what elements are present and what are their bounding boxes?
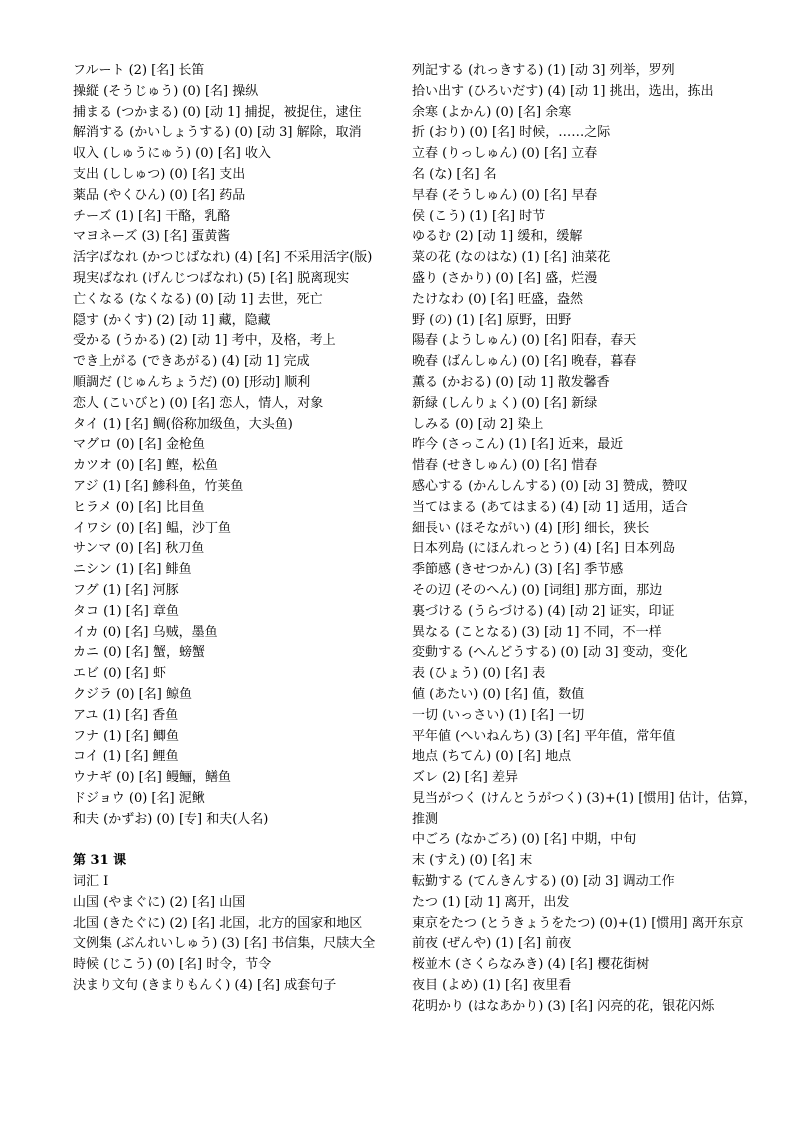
vocab-entry: しみる (0) [动 2] 染上: [412, 416, 544, 432]
vocab-entry: マヨネーズ (3) [名] 蛋黄酱: [73, 229, 231, 245]
vocab-entry: 支出 (ししゅつ) (0) [名] 支出: [73, 166, 246, 182]
vocab-entry: 侯 (こう) (1) [名] 时节: [412, 208, 546, 224]
vocab-entry: 決まり文句 (きまりもんく) (4) [名] 成套句子: [73, 978, 337, 994]
vocab-entry: 捕まる (つかまる) (0) [动 1] 捕捉，被捉住，逮住: [73, 104, 362, 120]
vocab-entry: 陽春 (ようしゅん) (0) [名] 阳春，春天: [412, 333, 637, 349]
vocab-entry: 夜目 (よめ) (1) [名] 夜里看: [412, 978, 572, 994]
vocab-entry: 値 (あたい) (0) [名] 值，数值: [412, 686, 585, 702]
vocab-entry: 折 (おり) (0) [名] 时候，……之际: [412, 125, 611, 141]
vocab-entry: 当てはまる (あてはまる) (4) [动 1] 适用，适合: [412, 499, 688, 515]
vocab-entry: 山国 (やまぐに) (2) [名] 山国: [73, 894, 246, 910]
left-column: [73, 61, 385, 997]
vocab-entry: 一切 (いっさい) (1) [名] 一切: [412, 707, 585, 723]
vocab-entry: イカ (0) [名] 乌贼，墨鱼: [73, 624, 218, 640]
vocab-entry: ドジョウ (0) [名] 泥鳅: [73, 790, 205, 806]
vocab-entry: フナ (1) [名] 鲫鱼: [73, 728, 179, 744]
vocab-entry: ゆるむ (2) [动 1] 缓和，缓解: [412, 229, 583, 245]
vocab-entry: 列記する (れっきする) (1) [动 3] 列举，罗列: [412, 63, 675, 78]
vocab-entry: 時候 (じこう) (0) [名] 时令，节令: [73, 957, 272, 973]
vocab-entry: 恋人 (こいびと) (0) [名] 恋人，情人，对象: [73, 395, 324, 411]
vocab-entry: 早春 (そうしゅん) (0) [名] 早春: [412, 187, 598, 203]
vocab-entry: 表 (ひょう) (0) [名] 表: [412, 666, 546, 682]
vocab-entry: ウナギ (0) [名] 鳗鲡，鳝鱼: [73, 770, 231, 786]
vocab-entry: アジ (1) [名] 鯵科鱼，竹荚鱼: [73, 478, 244, 494]
vocab-entry: 中ごろ (なかごろ) (0) [名] 中期，中旬: [412, 832, 637, 848]
vocab-entry: 転勤する (てんきんする) (0) [动 3] 调动工作: [412, 874, 675, 890]
vocab-entry: 平年値 (へいねんち) (3) [名] 平年值，常年值: [412, 728, 676, 744]
vocab-entry: 裏づける (うらづける) (4) [动 2] 证实，印证: [412, 603, 675, 619]
vocab-entry: 日本列島 (にほんれっとう) (4) [名] 日本列岛: [412, 541, 676, 557]
vocab-entry: 前夜 (ぜんや) (1) [名] 前夜: [412, 936, 572, 952]
vocab-entry: カニ (0) [名] 蟹，螃蟹: [73, 645, 205, 661]
vocab-entry: カツオ (0) [名] 鲣，松鱼: [73, 458, 218, 474]
vocab-entry: タコ (1) [名] 章鱼: [73, 603, 179, 619]
vocab-entry: 地点 (ちてん) (0) [名] 地点: [412, 749, 572, 765]
vocab-entry: 立春 (りっしゅん) (0) [名] 立春: [412, 146, 598, 162]
vocab-entry: ヒラメ (0) [名] 比目鱼: [73, 499, 205, 515]
vocab-entry: 季節感 (きせつかん) (3) [名] 季节感: [412, 562, 624, 578]
vocab-entry: でき上がる (できあがる) (4) [动 1] 完成: [73, 354, 310, 370]
vocab-entry: 词汇 I: [73, 874, 109, 890]
vocab-entry: 活字ばなれ (かつじばなれ) (4) [名] 不采用活字(版): [73, 250, 373, 266]
vocab-entry: 北国 (きたぐに) (2) [名] 北国，北方的国家和地区: [73, 915, 363, 931]
vocab-entry: フグ (1) [名] 河豚: [73, 582, 179, 598]
vocab-entry: クジラ (0) [名] 鲸鱼: [73, 686, 192, 702]
vocab-entry: 亡くなる (なくなる) (0) [动 1] 去世，死亡: [73, 291, 323, 307]
vocab-entry: エビ (0) [名] 虾: [73, 666, 166, 682]
vocab-entry: 盛り (さかり) (0) [名] 盛，烂漫: [412, 270, 598, 286]
vocab-entry: 感心する (かんしんする) (0) [动 3] 赞成，赞叹: [412, 478, 688, 494]
vocab-entry: 昨今 (さっこん) (1) [名] 近来，最近: [412, 437, 624, 453]
vocab-entry: コイ (1) [名] 鲤鱼: [73, 749, 179, 765]
vocab-entry: 東京をたつ (とうきょうをたつ) (0)+(1) [惯用] 离开东京: [412, 915, 744, 931]
vocab-entry: ニシン (1) [名] 鲱鱼: [73, 562, 192, 578]
vocab-entry: 余寒 (よかん) (0) [名] 余寒: [412, 104, 572, 120]
vocab-entry: 名 (な) [名] 名: [412, 166, 497, 182]
vocab-entry: 薫る (かおる) (0) [动 1] 散发馨香: [412, 374, 610, 390]
vocab-entry: 見当がつく (けんとうがつく) (3)+(1) [惯用] 估计，估算，推测: [412, 790, 757, 827]
vocab-entry: 受かる (うかる) (2) [动 1] 考中，及格，考上: [73, 333, 336, 349]
vocab-entry: フルート (2) [名] 长笛: [73, 63, 205, 78]
vocab-entry: 拾い出す (ひろいだす) (4) [动 1] 挑出，选出，拣出: [412, 83, 714, 99]
vocab-entry: タイ (1) [名] 鲷(俗称加级鱼，大头鱼): [73, 416, 293, 432]
vocab-entry: ズレ (2) [名] 差异: [412, 770, 518, 786]
vocab-entry: マグロ (0) [名] 金枪鱼: [73, 437, 205, 453]
vocab-entry: 惜春 (せきしゅん) (0) [名] 惜春: [412, 458, 598, 474]
vocab-entry: 晩春 (ばんしゅん) (0) [名] 晚春，暮春: [412, 354, 637, 370]
vocab-entry: 野 (の) (1) [名] 原野，田野: [412, 312, 572, 328]
vocab-entry: チーズ (1) [名] 干酪，乳酪: [73, 208, 231, 224]
vocab-entry: 現実ばなれ (げんじつばなれ) (5) [名] 脱离现实: [73, 270, 350, 286]
vocab-entry: 文例集 (ぶんれいしゅう) (3) [名] 书信集，尺牍大全: [73, 936, 376, 952]
vocab-entry: 桜並木 (さくらなみき) (4) [名] 樱花街树: [412, 957, 650, 973]
vocab-entry: 末 (すえ) (0) [名] 末: [412, 853, 533, 869]
vocab-entry: 変動する (へんどうする) (0) [动 3] 变动，变化: [412, 645, 688, 661]
lesson-heading: 第 31 课: [73, 853, 127, 869]
vocab-entry: 隠す (かくす) (2) [动 1] 藏，隐藏: [73, 312, 271, 328]
vocab-entry: 解消する (かいしょうする) (0) [动 3] 解除，取消: [73, 125, 362, 141]
right-column: [412, 61, 768, 1018]
vocab-entry: 花明かり (はなあかり) (3) [名] 闪亮的花，银花闪烁: [412, 998, 715, 1014]
vocab-entry: イワシ (0) [名] 鳁，沙丁鱼: [73, 520, 231, 536]
vocab-entry: 異なる (ことなる) (3) [动 1] 不同，不一样: [412, 624, 662, 640]
vocab-entry: 収入 (しゅうにゅう) (0) [名] 收入: [73, 146, 271, 162]
vocab-entry: その辺 (そのへん) (0) [词组] 那方面，那边: [412, 582, 663, 598]
vocab-entry: サンマ (0) [名] 秋刀鱼: [73, 541, 205, 557]
vocab-entry: 和夫 (かずお) (0) [专] 和夫(人名): [73, 811, 269, 827]
blank-line: [73, 830, 385, 851]
vocab-entry: 新緑 (しんりょく) (0) [名] 新绿: [412, 395, 598, 411]
vocab-entry: 細長い (ほそながい) (4) [形] 细长，狭长: [412, 520, 650, 536]
vocab-entry: 順調だ (じゅんちょうだ) (0) [形动] 顺利: [73, 374, 311, 390]
vocab-entry: 操縦 (そうじゅう) (0) [名] 操纵: [73, 83, 259, 99]
vocab-entry: 薬品 (やくひん) (0) [名] 药品: [73, 187, 246, 203]
vocab-entry: たけなわ (0) [名] 旺盛，盎然: [412, 291, 583, 307]
vocab-entry: アユ (1) [名] 香鱼: [73, 707, 179, 723]
vocab-entry: 菜の花 (なのはな) (1) [名] 油菜花: [412, 250, 611, 266]
vocab-entry: たつ (1) [动 1] 离开，出发: [412, 894, 570, 910]
